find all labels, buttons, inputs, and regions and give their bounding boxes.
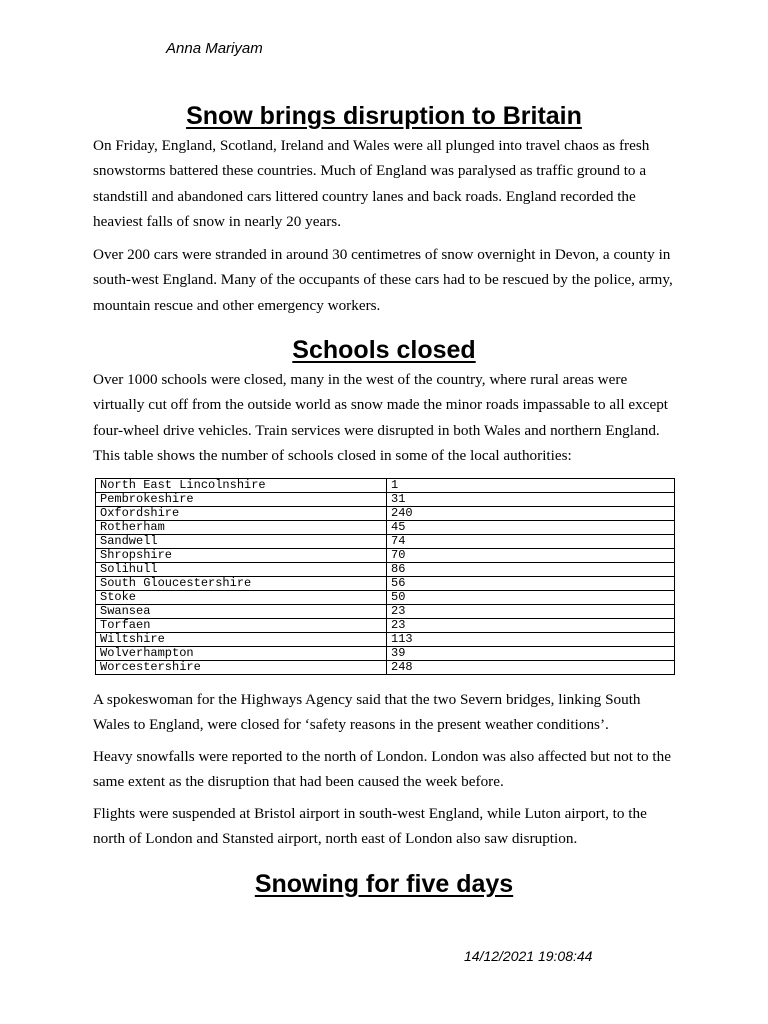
table-row: [96, 661, 675, 675]
table-row: [96, 577, 675, 591]
authority-cell: Solihull: [96, 563, 387, 577]
schools-closed-cell: 56: [387, 577, 675, 591]
schools-closed-cell: 240: [387, 507, 675, 521]
highways-paragraph: A spokeswoman for the Highways Agency said that the two Severn bridges, linking South Wales to England, were closed for ‘safety reasons in the present weather conditions’.: [93, 691, 641, 734]
table-row: [96, 605, 675, 619]
schools-closed-cell: 113: [387, 633, 675, 647]
section-heading-schools-closed: Schools closed: [292, 336, 476, 364]
schools-closed-cell: 1: [387, 479, 675, 493]
table-row: [96, 535, 675, 549]
schools-closed-cell: 248: [387, 661, 675, 675]
timestamp: 14/12/2021 19:08:44: [464, 948, 593, 964]
author-name: Anna Mariyam: [166, 40, 263, 57]
schools-closed-cell: 50: [387, 591, 675, 605]
schools-closed-cell: 70: [387, 549, 675, 563]
schools-closed-table: [95, 478, 675, 675]
schools-closed-cell: 45: [387, 521, 675, 535]
schools-closed-cell: 23: [387, 619, 675, 633]
table-row: [96, 549, 675, 563]
london-paragraph: Heavy snowfalls were reported to the north of London. London was also affected but not to the same extent as the disruption that had been caused the week before.: [93, 748, 671, 791]
flights-paragraph: Flights were suspended at Bristol airport in south-west England, while Luton airport, to the north of London and Stansted airport, north east of London also saw disruption.: [93, 805, 647, 848]
authority-cell: South Gloucestershire: [96, 577, 387, 591]
authority-cell: Swansea: [96, 605, 387, 619]
article-title: Snow brings disruption to Britain: [186, 102, 582, 130]
section-heading-snowing: Snowing for five days: [254, 870, 514, 898]
intro-paragraph-1: On Friday, England, Scotland, Ireland and Wales were all plunged into travel chaos as fresh snowstorms battered these countries. Much of England was paralysed as traffic ground to a standstill and abandoned cars littered country lanes and back roads. England recorded the heaviest falls of snow in nearly 20 years.: [93, 137, 650, 230]
table-row: [96, 647, 675, 661]
authority-cell: Shropshire: [96, 549, 387, 563]
authority-cell: Wiltshire: [96, 633, 387, 647]
table-row: [96, 633, 675, 647]
table-row: [96, 479, 675, 493]
authority-cell: Stoke: [96, 591, 387, 605]
table-row: [96, 493, 675, 507]
table-row: [96, 619, 675, 633]
authority-cell: Oxfordshire: [96, 507, 387, 521]
schools-closed-cell: 39: [387, 647, 675, 661]
authority-cell: Torfaen: [96, 619, 387, 633]
schools-closed-cell: 86: [387, 563, 675, 577]
schools-closed-cell: 23: [387, 605, 675, 619]
authority-cell: Wolverhampton: [96, 647, 387, 661]
intro-paragraph-2: Over 200 cars were stranded in around 30 centimetres of snow overnight in Devon, a county in south-west England. Many of the occupants of these cars had to be rescued by the police, army, mountain rescue and other emergency workers.: [93, 246, 673, 314]
authority-cell: Sandwell: [96, 535, 387, 549]
schools-closed-cell: 31: [387, 493, 675, 507]
table-row: [96, 563, 675, 577]
table-row: [96, 591, 675, 605]
authority-cell: Pembrokeshire: [96, 493, 387, 507]
authority-cell: Worcestershire: [96, 661, 387, 675]
table-row: [96, 507, 675, 521]
schools-closed-cell: 74: [387, 535, 675, 549]
authority-cell: North East Lincolnshire: [96, 479, 387, 493]
schools-paragraph: Over 1000 schools were closed, many in the west of the country, where rural areas were virtually cut off from the outside world as snow made the minor roads impassable to all except four-wheel drive vehicles. Train services were disrupted in both Wales and northern England. This table shows the number of schools closed in some of the local authorities:: [93, 371, 669, 464]
authority-cell: Rotherham: [96, 521, 387, 535]
table-row: [96, 521, 675, 535]
